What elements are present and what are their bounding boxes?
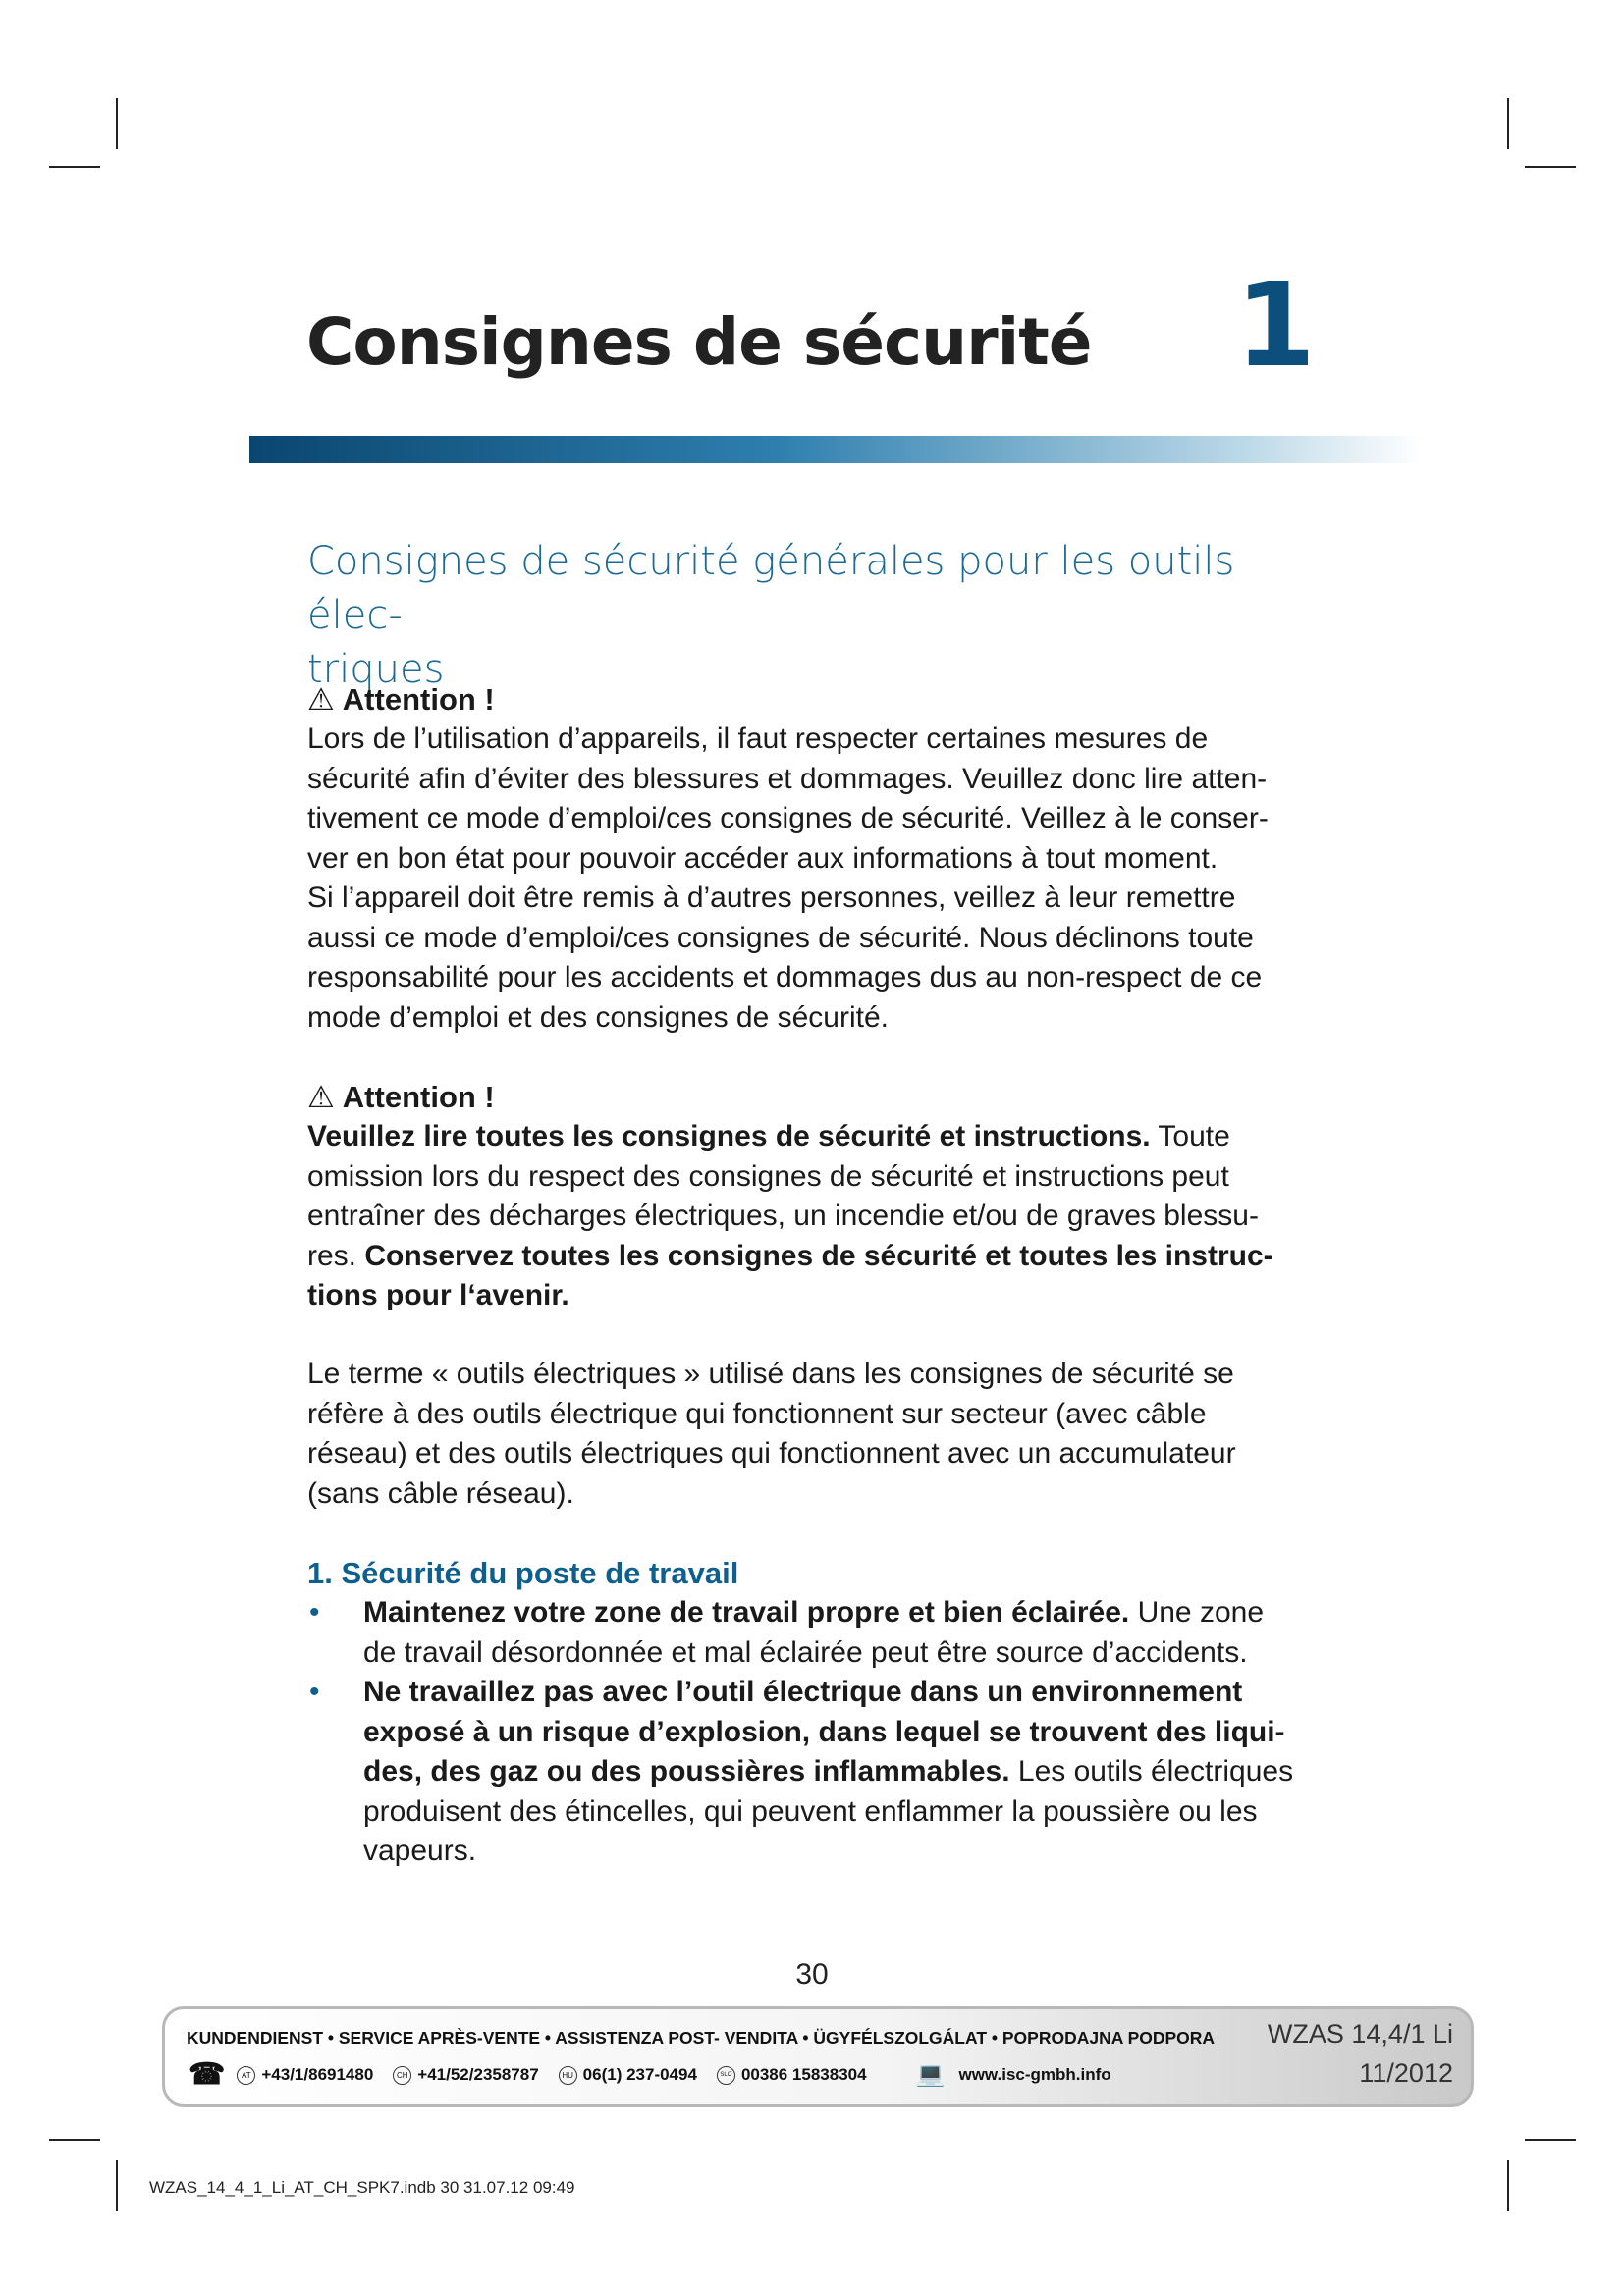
footer-services-text: KUNDENDIENST • SERVICE APRÈS-VENTE • ASSISTENZA POST- VENDITA • ÜGYFÉLSZOLGÁLAT • POPRODAJNA PODPORA [187,2028,1216,2048]
country-badge: AT [237,2066,255,2085]
page-number: 30 [795,1958,829,1991]
contact-entry [237,2065,373,2085]
header-gradient-bar [249,436,1422,463]
website-link[interactable]: www.isc-gmbh.info [958,2065,1111,2084]
file-info: WZAS_14_4_1_Li_AT_CH_SPK7.indb 30 31.07.12 09:49 [149,2178,575,2197]
crop-mark [1507,2160,1509,2211]
bullet-line [363,1673,1319,1713]
footer-contacts [189,2060,1111,2090]
bullet-line: produisent des étincelles, qui peuvent enflammer la poussière ou les [363,1794,1258,1828]
attention-block-1 [307,680,1319,1038]
footer-date: 11/2012 [1359,2058,1453,2088]
warning-triangle-icon: ⚠ [307,1080,335,1114]
attention-line: entraîner des décharges électriques, un incendie et/ou de graves blessu- [307,1200,1259,1232]
attention-line: mode d’emploi et des consignes de sécurité. [307,1000,890,1034]
list-item [307,1673,1319,1872]
contact-number: 00386 15838304 [740,2065,867,2084]
paragraph-line: réfère à des outils électrique qui fonctionnent sur secteur (avec câble [307,1397,1207,1430]
contact-entry [717,2065,867,2085]
bullet-line: de travail désordonnée et mal éclairée peut être source d’accidents. [363,1635,1248,1669]
term-paragraph [307,1355,1319,1514]
attention-line [307,1276,1319,1316]
paragraph-line: Le terme « outils électriques » utilisé dans les consignes de sécurité se [307,1358,1234,1390]
bullet-line [363,1593,1319,1633]
warning-triangle-icon: ⚠ [307,682,335,717]
attention-title-text: Attention ! [342,1080,495,1114]
body-text: Une zone [1129,1596,1265,1629]
attention-line: omission lors du respect des consignes de sécurité et instructions peut [307,1159,1229,1193]
contact-entry [393,2065,538,2085]
phone-icon: ☎ [189,2058,226,2091]
crop-mark [1525,2139,1576,2141]
bold-text: tions pour l‘avenir. [307,1279,569,1311]
bold-text: Ne travaillez pas avec l’outil électrique dans un environnement [363,1676,1243,1708]
service-footer [162,2006,1474,2107]
laptop-icon: 💻 [915,2061,946,2088]
section-heading [307,535,1319,697]
body-text: Les outils électriques [1009,1755,1294,1788]
bold-text: Maintenez votre zone de travail propre et bien éclairée. [363,1596,1130,1629]
contact-number: 06(1) 237-0494 [582,2065,697,2084]
contact-number: +41/52/2358787 [417,2065,539,2084]
body-text: res. [307,1239,365,1272]
attention-line: responsabilité pour les accidents et dommages dus au non-respect de ce [307,961,1263,993]
crop-mark [116,98,118,149]
contact-entry [559,2065,697,2085]
crop-mark [1525,166,1576,168]
section-heading-line: triques [307,647,445,692]
bullet-line [363,1752,1319,1792]
paragraph-line: réseau) et des outils électriques qui fonctionnent avec un accumulateur [307,1437,1236,1469]
attention-title [307,1078,1319,1117]
crop-mark [49,166,100,168]
subsection-heading: 1. Sécurité du poste de travail [307,1556,739,1590]
attention-line: sécurité afin d’éviter des blessures et dommages. Veuillez donc lire atten- [307,762,1268,795]
chapter-title: Consignes de sécurité [306,304,1092,380]
country-badge: CH [393,2066,411,2085]
attention-line: Lors de l’utilisation d’appareils, il faut respecter certaines mesures de [307,722,1209,755]
bullet-icon: • [309,1596,320,1629]
attention-title-text: Attention ! [342,682,495,717]
attention-line: aussi ce mode d’emploi/ces consignes de sécurité. Nous déclinons toute [307,921,1254,954]
attention-line: Si l’appareil doit être remis à d’autres personnes, veillez à leur remettre [307,881,1236,914]
bullet-line: vapeurs. [363,1835,477,1867]
country-badge: HU [559,2066,577,2085]
bold-text: Veuillez lire toutes les consignes de sécurité et instructions. [307,1120,1151,1152]
footer-model: WZAS 14,4/1 Li [1267,2019,1453,2049]
paragraph-line: (sans câble réseau). [307,1476,574,1510]
attention-line [307,1237,1319,1277]
crop-mark [1507,98,1509,149]
country-badge: SLO [717,2066,735,2085]
bullet-list [307,1593,1319,1872]
attention-line: ver en bon état pour pouvoir accéder aux informations à tout moment. [307,841,1218,875]
workplace-safety-section [307,1554,1319,1872]
section-heading-line: Consignes de sécurité générales pour les outils élec- [307,539,1235,638]
body-text: Toute [1150,1120,1230,1152]
bold-text: Conservez toutes les consignes de sécurité et toutes les instruc- [364,1239,1273,1272]
crop-mark [49,2139,100,2141]
attention-line: tivement ce mode d’emploi/ces consignes de sécurité. Veillez à le conser- [307,802,1269,834]
bold-text: des, des gaz ou des poussières inflammables. [363,1755,1010,1788]
crop-mark [116,2160,118,2211]
contact-number: +43/1/8691480 [261,2065,374,2084]
bullet-icon: • [309,1676,320,1708]
bullet-line [363,1713,1319,1753]
attention-line [307,1117,1319,1157]
attention-block-2 [307,1078,1319,1316]
chapter-number: 1 [1235,257,1317,393]
attention-title [307,680,1319,720]
list-item [307,1593,1319,1673]
bold-text: exposé à un risque d’explosion, dans lequel se trouvent des liqui- [363,1715,1285,1748]
